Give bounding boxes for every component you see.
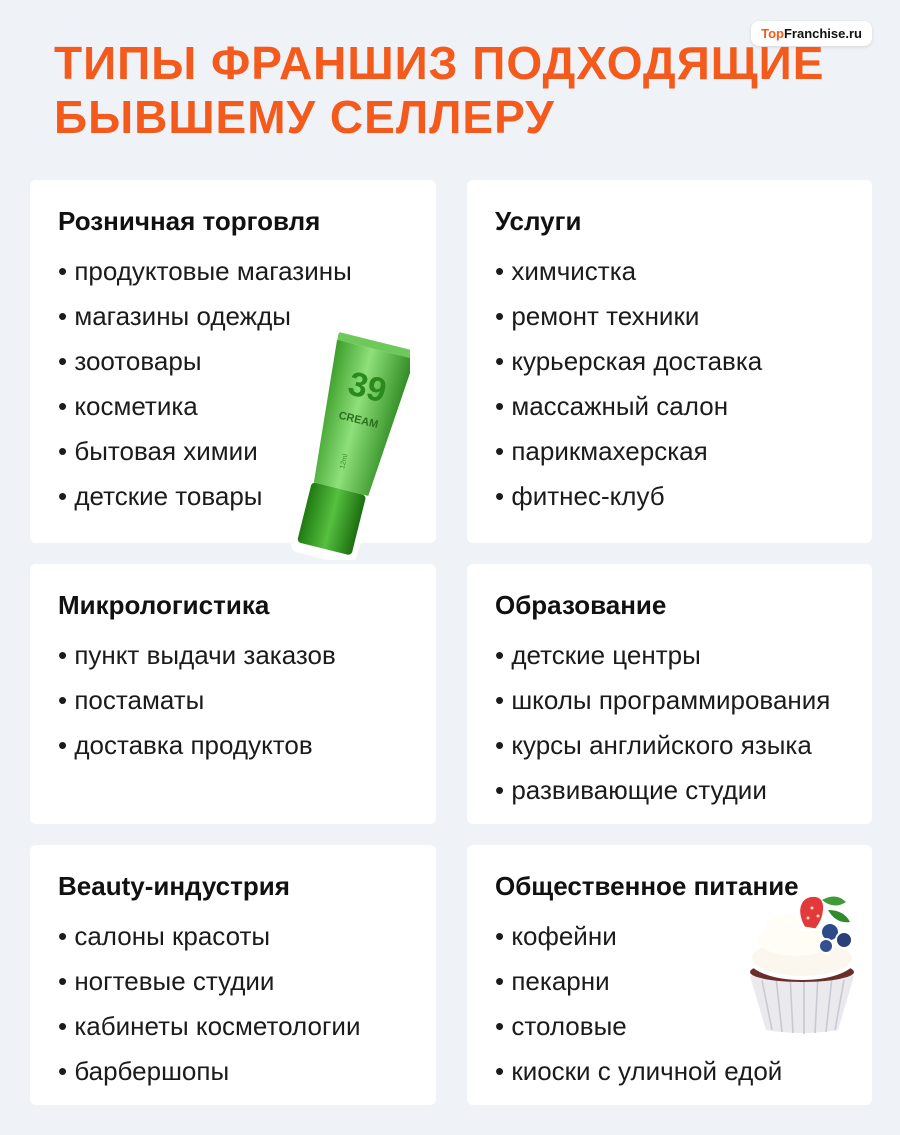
list-item: • косметика: [58, 391, 410, 421]
card-education: [467, 564, 872, 824]
list-item: • детские товары: [58, 481, 410, 511]
tube-number: 39: [344, 364, 391, 411]
card-list: [58, 640, 410, 760]
brand-accent: Top: [761, 26, 784, 41]
card-heading: Розничная торговля: [58, 206, 321, 236]
card-heading: Образование: [495, 590, 667, 620]
list-item: • массажный салон: [495, 391, 846, 421]
page-title-line-2: БЫВШЕМУ СЕЛЛЕРУ: [54, 91, 555, 143]
page-title-line-1: ТИПЫ ФРАНШИЗ ПОДХОДЯЩИЕ: [54, 37, 825, 89]
list-item: • зоотовары: [58, 346, 410, 376]
list-item: • доставка продуктов: [58, 730, 410, 760]
card-heading: Общественное питание: [495, 871, 799, 901]
card-heading: Услуги: [495, 206, 582, 236]
card-list: [58, 921, 410, 1086]
tube-label: CREAM: [337, 409, 380, 431]
list-item: • химчистка: [495, 256, 846, 286]
list-item: • ногтевые студии: [58, 966, 410, 996]
card-list: [495, 640, 846, 805]
list-item: • курьерская доставка: [495, 346, 846, 376]
list-item: • кабинеты косметологии: [58, 1011, 410, 1041]
list-item: • магазины одежды: [58, 301, 410, 331]
page-title: [54, 36, 824, 144]
list-item: • постаматы: [58, 685, 410, 715]
card-micrologistics: [30, 564, 436, 824]
card-heading: Микрологистика: [58, 590, 270, 620]
list-item: • ремонт техники: [495, 301, 846, 331]
list-item: • фитнес-клуб: [495, 481, 846, 511]
list-item: • барбершопы: [58, 1056, 410, 1086]
cream-tube-image: [290, 330, 410, 560]
list-item: • курсы английского языка: [495, 730, 846, 760]
card-list: [495, 256, 846, 511]
list-item: • киоски с уличной едой: [495, 1056, 846, 1086]
list-item: • кофейни: [495, 921, 846, 951]
card-services: [467, 180, 872, 543]
list-item: • столовые: [495, 1011, 846, 1041]
list-item: • салоны красоты: [58, 921, 410, 951]
brand-rest: Franchise.ru: [783, 26, 862, 41]
list-item: • парикмахерская: [495, 436, 846, 466]
list-item: • детские центры: [495, 640, 846, 670]
list-item: • пекарни: [495, 966, 846, 996]
list-item: • пункт выдачи заказов: [58, 640, 410, 670]
list-item: • бытовая химии: [58, 436, 410, 466]
list-item: • школы программирования: [495, 685, 846, 715]
tube-volume: 12ml: [339, 453, 350, 470]
list-item: • продуктовые магазины: [58, 256, 410, 286]
card-heading: Beauty-индустрия: [58, 871, 290, 901]
card-beauty: [30, 845, 436, 1105]
cupcake-image: [732, 888, 872, 1038]
list-item: • развивающие студии: [495, 775, 846, 805]
